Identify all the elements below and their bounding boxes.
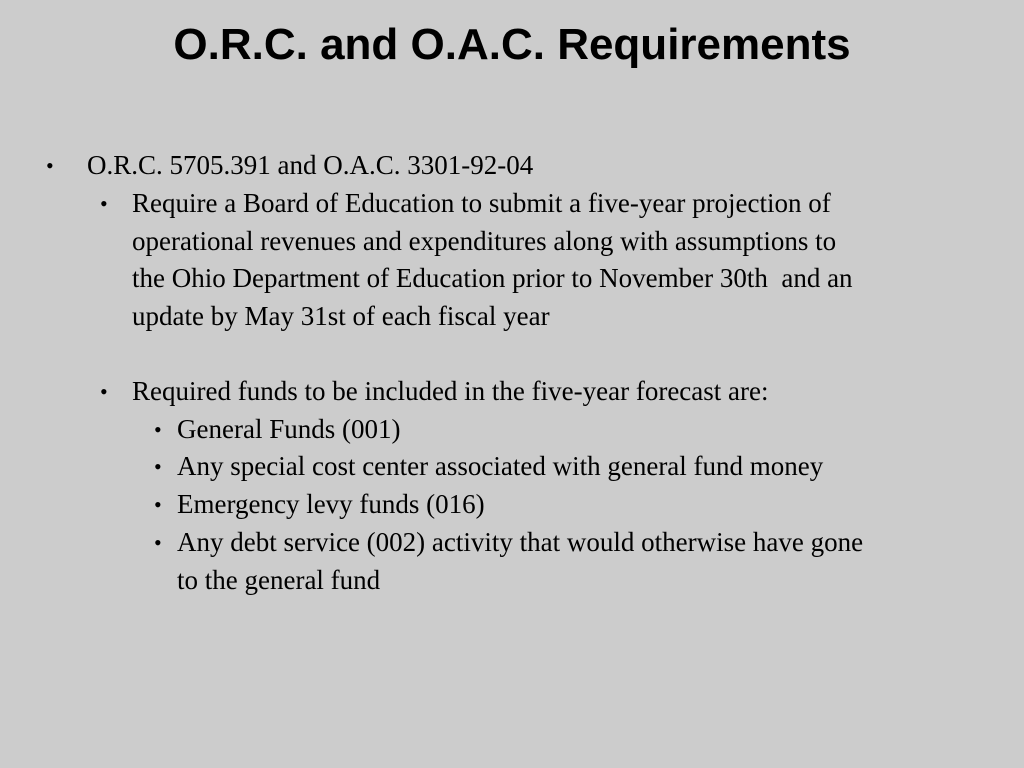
slide-title: O.R.C. and O.A.C. Requirements <box>173 20 851 69</box>
bullet-line: update by May 31st of each fiscal year <box>132 300 550 331</box>
bullet-line: to the general fund <box>177 564 381 595</box>
bullet-line: Any special cost center associated with general fund money <box>177 451 824 481</box>
bullet-dot-icon: • <box>100 191 108 216</box>
bullet-dot-icon: • <box>154 492 162 517</box>
bullet-dot-icon: • <box>100 379 108 404</box>
bullet-line: the Ohio Department of Education prior to November 30th and an <box>132 263 853 294</box>
bullet-dot-icon: • <box>154 417 162 442</box>
bullet-line: Emergency levy funds (016) <box>177 489 485 519</box>
bullet-level1-text: O.R.C. 5705.391 and O.A.C. 3301-92-04 <box>87 150 534 180</box>
bullet-line: Any debt service (002) activity that would otherwise have gone <box>177 527 864 557</box>
bullet-dot-icon: • <box>46 153 54 178</box>
bullet-line: General Funds (001) <box>177 414 401 444</box>
bullet-dot-icon: • <box>154 454 162 479</box>
bullet-line: Required funds to be included in the five-year forecast are: <box>132 376 769 406</box>
bullet-line: operational revenues and expenditures along with assumptions to <box>132 225 837 256</box>
bullet-dot-icon: • <box>154 530 162 555</box>
bullet-line: Require a Board of Education to submit a five-year projection of <box>132 188 831 218</box>
